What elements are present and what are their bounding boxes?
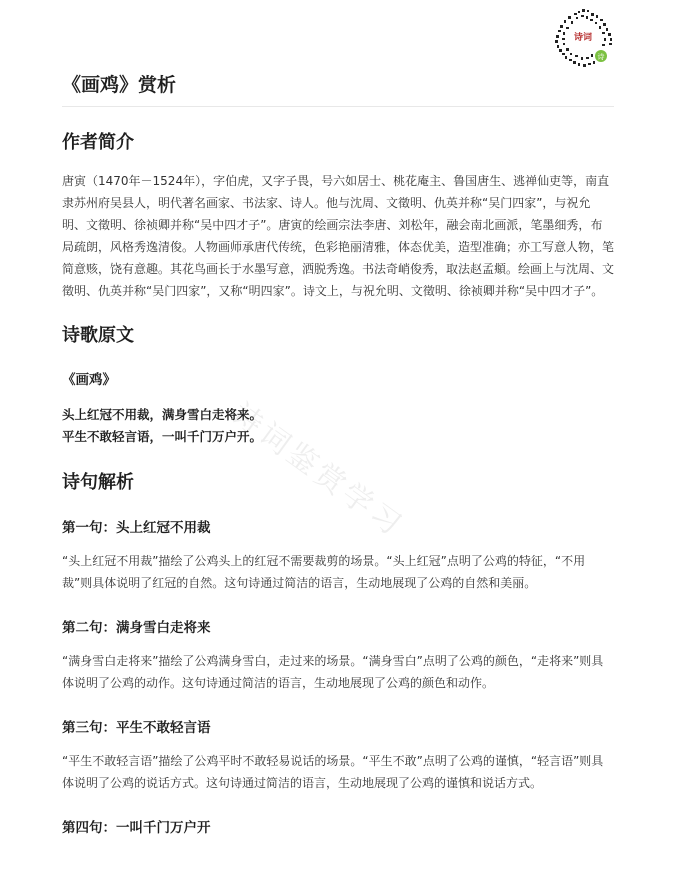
analysis-item-title: 第三句：平生不敢轻言语 — [62, 720, 211, 736]
analysis-item-text: “平生不敢轻言语”描绘了公鸡平时不敢轻易说话的场景。“平生不敢”点明了公鸡的谨慎，“轻言语”则具体说明了公鸡的说话方式。这句诗通过简洁的语言，生动地展现了公鸡的谨慎和说话方式。 — [62, 754, 604, 790]
poem-title: 《画鸡》 — [62, 372, 116, 388]
analysis-item-title: 第二句：满身雪白走将来 — [62, 620, 211, 636]
author-bio: 唐寅（1470年－1524年），字伯虎，又字子畏，号六如居士、桃花庵主、鲁国唐生、逃禅仙吏等，南直隶苏州府吴县人，明代著名画家、书法家、诗人。他与沈周、文徵明、仇英并称“吴门四家”，与祝允明、文徵明、徐祯卿并称“吴中四才子”。唐寅的绘画宗法李唐、刘松年，融会南北画派，笔墨细秀，布局疏朗，风格秀逸清俊。人物画师承唐代传统，色彩艳丽清雅，体态优美，造型准确；亦工写意人物，笔简意赅，饶有意趣。其花鸟画长于水墨写意，洒脱秀逸。书法奇峭俊秀，取法赵孟頫。绘画上与沈周、文徵明、仇英并称“吴门四家”，又称“明四家”。诗文上，与祝允明、文徵明、徐祯卿并称“吴中四才子”。 — [62, 174, 615, 298]
page-title: 《画鸡》赏析 — [62, 70, 614, 107]
qr-center-text: 诗词 — [573, 33, 592, 43]
analysis-item — [62, 816, 614, 836]
watermark: 诗词鉴赏学习 — [224, 396, 411, 545]
author-section-heading: 作者简介 — [62, 132, 134, 153]
poem-text — [62, 404, 614, 448]
main-content — [62, 70, 614, 836]
analysis-section-heading: 诗句解析 — [62, 472, 134, 493]
qr-code[interactable] — [554, 8, 614, 68]
poem-section-heading: 诗歌原文 — [62, 325, 134, 346]
poem-line: 平生不敢轻言语，一叫千门万户开。 — [62, 429, 263, 444]
analysis-item-title: 第四句：一叫千门万户开 — [62, 820, 211, 836]
analysis-item — [62, 516, 614, 594]
analysis-item — [62, 616, 614, 694]
analysis-item-text: “满身雪白走将来”描绘了公鸡满身雪白，走过来的场景。“满身雪白”点明了公鸡的颜色，“走将来”则具体说明了公鸡的动作。这句诗通过简洁的语言，生动地展现了公鸡的颜色和动作。 — [62, 654, 604, 690]
analysis-item — [62, 716, 614, 794]
poem-line: 头上红冠不用裁，满身雪白走将来。 — [62, 407, 263, 422]
analysis-item-text: “头上红冠不用裁”描绘了公鸡头上的红冠不需要裁剪的场景。“头上红冠”点明了公鸡的特征，“不用裁”则具体说明了红冠的自然。这句诗通过简洁的语言，生动地展现了公鸡的自然和美丽。 — [62, 554, 586, 590]
qr-badge-icon: 诗 — [597, 53, 605, 61]
analysis-item-title: 第一句：头上红冠不用裁 — [62, 520, 211, 536]
